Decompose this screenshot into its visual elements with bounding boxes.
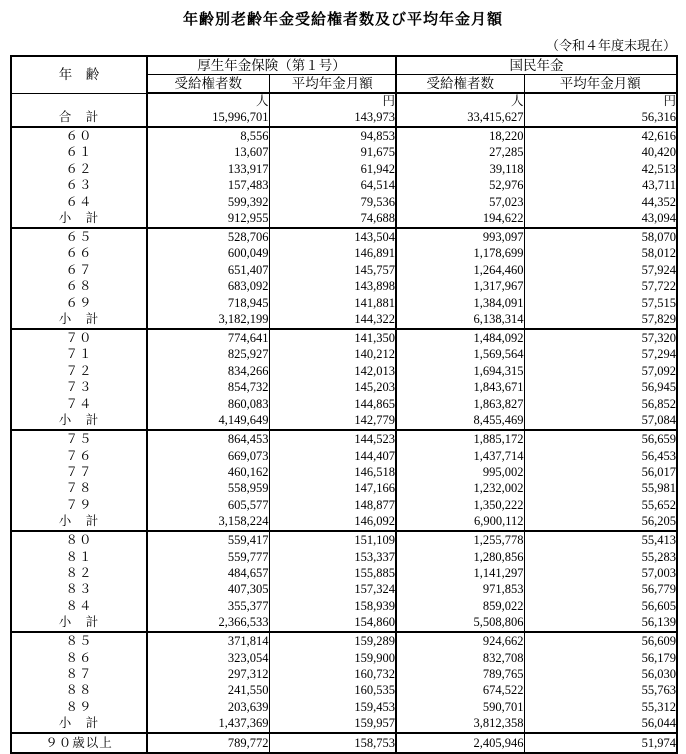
subtotal-row: [11, 614, 677, 632]
value-cell: 55,763: [524, 682, 677, 698]
unit-cell: 人: [147, 93, 269, 109]
value-cell: 407,305: [147, 581, 269, 597]
value-cell: 64,514: [269, 177, 396, 193]
age-data-row: [11, 549, 677, 565]
value-cell: 55,283: [524, 549, 677, 565]
subtotal-row: [11, 412, 677, 430]
age-label-cell: ７４: [11, 396, 147, 412]
value-cell: 2,405,946: [396, 733, 524, 753]
value-cell: 40,420: [524, 144, 677, 160]
value-cell: 51,974: [524, 733, 677, 753]
value-cell: 33,415,627: [396, 109, 524, 127]
age-data-row: [11, 682, 677, 698]
age-label-cell: ８１: [11, 549, 147, 565]
age-label-cell: ８９: [11, 699, 147, 715]
value-cell: 57,092: [524, 363, 677, 379]
value-cell: 39,118: [396, 161, 524, 177]
value-cell: 145,203: [269, 379, 396, 395]
age-label-cell: ６５: [11, 228, 147, 245]
value-cell: 971,853: [396, 581, 524, 597]
value-cell: 57,320: [524, 329, 677, 346]
col-header-kosei-beneficiaries: 受給権者数: [147, 75, 269, 94]
age-label-cell: 小 計: [11, 513, 147, 531]
age-label-cell: ７１: [11, 346, 147, 362]
age-data-row: [11, 346, 677, 362]
age-data-row: [11, 194, 677, 210]
age-label-cell: 合 計: [11, 109, 147, 127]
value-cell: 157,324: [269, 581, 396, 597]
value-cell: 832,708: [396, 650, 524, 666]
age-label-cell: 小 計: [11, 614, 147, 632]
age-data-row: [11, 379, 677, 395]
value-cell: 141,881: [269, 295, 396, 311]
age-data-row: [11, 632, 677, 649]
value-cell: 1,317,967: [396, 278, 524, 294]
value-cell: 157,483: [147, 177, 269, 193]
age-data-row: [11, 262, 677, 278]
value-cell: 155,885: [269, 565, 396, 581]
value-cell: 1,484,092: [396, 329, 524, 346]
age-label-cell: ７２: [11, 363, 147, 379]
value-cell: 57,722: [524, 278, 677, 294]
age-label-cell: 小 計: [11, 715, 147, 733]
value-cell: 144,407: [269, 448, 396, 464]
value-cell: 58,070: [524, 228, 677, 245]
value-cell: 1,843,671: [396, 379, 524, 395]
value-cell: 834,266: [147, 363, 269, 379]
age-label-cell: ７９: [11, 497, 147, 513]
subtotal-row: [11, 311, 677, 329]
age-label-cell: ７０: [11, 329, 147, 346]
subtotal-row: [11, 715, 677, 733]
value-cell: 1,350,222: [396, 497, 524, 513]
age-data-row: [11, 144, 677, 160]
age-label-cell: ６９: [11, 295, 147, 311]
value-cell: 44,352: [524, 194, 677, 210]
value-cell: 718,945: [147, 295, 269, 311]
age-data-row: [11, 531, 677, 548]
age-data-row: [11, 177, 677, 193]
value-cell: 144,865: [269, 396, 396, 412]
age-label-cell: ６３: [11, 177, 147, 193]
value-cell: 18,220: [396, 127, 524, 144]
value-cell: 159,957: [269, 715, 396, 733]
value-cell: 8,455,469: [396, 412, 524, 430]
value-cell: 599,392: [147, 194, 269, 210]
value-cell: 43,094: [524, 210, 677, 228]
age-data-row: [11, 363, 677, 379]
age-data-row: [11, 127, 677, 144]
value-cell: 143,504: [269, 228, 396, 245]
age-data-row: [11, 278, 677, 294]
value-cell: 8,556: [147, 127, 269, 144]
value-cell: 912,955: [147, 210, 269, 228]
value-cell: 484,657: [147, 565, 269, 581]
value-cell: 5,508,806: [396, 614, 524, 632]
value-cell: 789,765: [396, 666, 524, 682]
value-cell: 56,316: [524, 109, 677, 127]
table-header: [11, 56, 677, 93]
age-data-row: [11, 464, 677, 480]
value-cell: 559,777: [147, 549, 269, 565]
value-cell: 27,285: [396, 144, 524, 160]
value-cell: 3,158,224: [147, 513, 269, 531]
age-data-row: [11, 245, 677, 261]
value-cell: 669,073: [147, 448, 269, 464]
value-cell: 590,701: [396, 699, 524, 715]
col-header-kosei-nenkin: 厚生年金保険（第１号）: [147, 56, 396, 75]
value-cell: 1,178,699: [396, 245, 524, 261]
col-header-kokumin-avg-monthly: 平均年金月額: [524, 75, 677, 94]
value-cell: 56,779: [524, 581, 677, 597]
age-label-cell: 小 計: [11, 210, 147, 228]
age-label-cell: ８５: [11, 632, 147, 649]
value-cell: 56,852: [524, 396, 677, 412]
value-cell: 94,853: [269, 127, 396, 144]
value-cell: 6,138,314: [396, 311, 524, 329]
age-data-row: [11, 666, 677, 682]
age-label-cell: ６８: [11, 278, 147, 294]
value-cell: 854,732: [147, 379, 269, 395]
age-data-row: [11, 650, 677, 666]
value-cell: 323,054: [147, 650, 269, 666]
age-data-row: [11, 581, 677, 597]
age-label-cell: ７６: [11, 448, 147, 464]
value-cell: 57,515: [524, 295, 677, 311]
value-cell: 13,607: [147, 144, 269, 160]
age-label-cell: ７３: [11, 379, 147, 395]
age-label-cell: ６４: [11, 194, 147, 210]
age-label-cell: ６２: [11, 161, 147, 177]
value-cell: 1,437,369: [147, 715, 269, 733]
table-body: [11, 93, 677, 753]
value-cell: 605,577: [147, 497, 269, 513]
value-cell: 159,289: [269, 632, 396, 649]
value-cell: 674,522: [396, 682, 524, 698]
value-cell: 144,322: [269, 311, 396, 329]
value-cell: 528,706: [147, 228, 269, 245]
value-cell: 1,863,827: [396, 396, 524, 412]
total-row: [11, 109, 677, 127]
value-cell: 146,891: [269, 245, 396, 261]
value-cell: 1,141,297: [396, 565, 524, 581]
value-cell: 1,694,315: [396, 363, 524, 379]
unit-cell: 円: [524, 93, 677, 109]
value-cell: 146,092: [269, 513, 396, 531]
value-cell: 297,312: [147, 666, 269, 682]
value-cell: 57,023: [396, 194, 524, 210]
value-cell: 1,264,460: [396, 262, 524, 278]
value-cell: 651,407: [147, 262, 269, 278]
value-cell: 241,550: [147, 682, 269, 698]
value-cell: 55,652: [524, 497, 677, 513]
value-cell: 159,900: [269, 650, 396, 666]
col-header-age: 年 齢: [11, 56, 147, 93]
page-title: 年齢別老齢年金受給権者数及び平均年金月額: [182, 11, 503, 28]
age-label-cell: ７７: [11, 464, 147, 480]
value-cell: 58,012: [524, 245, 677, 261]
value-cell: 3,182,199: [147, 311, 269, 329]
value-cell: 144,523: [269, 430, 396, 447]
col-header-kokumin-nenkin: 国民年金: [396, 56, 677, 75]
age-label-cell: ６６: [11, 245, 147, 261]
value-cell: 56,179: [524, 650, 677, 666]
value-cell: 789,772: [147, 733, 269, 753]
age-label-cell: 小 計: [11, 412, 147, 430]
value-cell: 146,518: [269, 464, 396, 480]
value-cell: 56,030: [524, 666, 677, 682]
header-row-groups: [11, 56, 677, 75]
value-cell: 6,900,112: [396, 513, 524, 531]
value-cell: 1,384,091: [396, 295, 524, 311]
value-cell: 4,149,649: [147, 412, 269, 430]
value-cell: 151,109: [269, 531, 396, 548]
unit-cell: 円: [269, 93, 396, 109]
value-cell: 145,757: [269, 262, 396, 278]
value-cell: 924,662: [396, 632, 524, 649]
value-cell: 860,083: [147, 396, 269, 412]
value-cell: 56,659: [524, 430, 677, 447]
value-cell: 56,205: [524, 513, 677, 531]
value-cell: 159,453: [269, 699, 396, 715]
value-cell: 154,860: [269, 614, 396, 632]
value-cell: 56,605: [524, 598, 677, 614]
value-cell: 160,732: [269, 666, 396, 682]
value-cell: 1,569,564: [396, 346, 524, 362]
value-cell: 42,513: [524, 161, 677, 177]
age-data-row: [11, 565, 677, 581]
value-cell: 57,294: [524, 346, 677, 362]
value-cell: 194,622: [396, 210, 524, 228]
value-cell: 56,139: [524, 614, 677, 632]
value-cell: 993,097: [396, 228, 524, 245]
subtotal-row: [11, 210, 677, 228]
age-label-cell: ８７: [11, 666, 147, 682]
age-data-row: [11, 598, 677, 614]
value-cell: 1,280,856: [396, 549, 524, 565]
as-of-date-note: （令和４年度末現在）: [545, 38, 676, 53]
value-cell: 1,255,778: [396, 531, 524, 548]
age-label-cell: ６０: [11, 127, 147, 144]
age-label-cell: ７８: [11, 480, 147, 496]
value-cell: 600,049: [147, 245, 269, 261]
value-cell: 57,084: [524, 412, 677, 430]
age-label-cell: ７５: [11, 430, 147, 447]
value-cell: 56,609: [524, 632, 677, 649]
value-cell: 43,711: [524, 177, 677, 193]
col-header-kokumin-beneficiaries: 受給権者数: [396, 75, 524, 94]
value-cell: 55,413: [524, 531, 677, 548]
value-cell: 55,981: [524, 480, 677, 496]
value-cell: 158,939: [269, 598, 396, 614]
value-cell: 57,924: [524, 262, 677, 278]
value-cell: 57,003: [524, 565, 677, 581]
value-cell: 57,829: [524, 311, 677, 329]
value-cell: 142,013: [269, 363, 396, 379]
age-data-row: [11, 295, 677, 311]
value-cell: 460,162: [147, 464, 269, 480]
value-cell: 1,437,714: [396, 448, 524, 464]
age-label-cell: [11, 93, 147, 109]
value-cell: 143,898: [269, 278, 396, 294]
col-header-kosei-avg-monthly: 平均年金月額: [269, 75, 396, 94]
value-cell: 864,453: [147, 430, 269, 447]
value-cell: 141,350: [269, 329, 396, 346]
value-cell: 142,779: [269, 412, 396, 430]
age-label-cell: ８０: [11, 531, 147, 548]
value-cell: 42,616: [524, 127, 677, 144]
age-data-row: [11, 228, 677, 245]
age-label-cell: ８３: [11, 581, 147, 597]
value-cell: 158,753: [269, 733, 396, 753]
value-cell: 148,877: [269, 497, 396, 513]
units-row: [11, 93, 677, 109]
value-cell: 995,002: [396, 464, 524, 480]
value-cell: 79,536: [269, 194, 396, 210]
age-label-cell: ８４: [11, 598, 147, 614]
age-label-cell: 小 計: [11, 311, 147, 329]
age-label-cell: ８６: [11, 650, 147, 666]
value-cell: 55,312: [524, 699, 677, 715]
value-cell: 558,959: [147, 480, 269, 496]
value-cell: 559,417: [147, 531, 269, 548]
value-cell: 859,022: [396, 598, 524, 614]
value-cell: 203,639: [147, 699, 269, 715]
age-label-cell: ８８: [11, 682, 147, 698]
value-cell: 355,377: [147, 598, 269, 614]
value-cell: 56,044: [524, 715, 677, 733]
unit-cell: 人: [396, 93, 524, 109]
value-cell: 61,942: [269, 161, 396, 177]
value-cell: 774,641: [147, 329, 269, 346]
pension-table: [10, 55, 678, 754]
age-data-row: [11, 396, 677, 412]
value-cell: 91,675: [269, 144, 396, 160]
value-cell: 15,996,701: [147, 109, 269, 127]
value-cell: 56,453: [524, 448, 677, 464]
value-cell: 371,814: [147, 632, 269, 649]
value-cell: 140,212: [269, 346, 396, 362]
age-data-row: [11, 161, 677, 177]
age-label-cell: ８２: [11, 565, 147, 581]
value-cell: 153,337: [269, 549, 396, 565]
value-cell: 133,917: [147, 161, 269, 177]
age-label-cell: ９０歳以上: [11, 733, 147, 753]
value-cell: 143,973: [269, 109, 396, 127]
value-cell: 74,688: [269, 210, 396, 228]
age-data-row: [11, 699, 677, 715]
age-data-row: [11, 480, 677, 496]
age-label-cell: ６７: [11, 262, 147, 278]
value-cell: 147,166: [269, 480, 396, 496]
age-data-row: [11, 329, 677, 346]
value-cell: 1,885,172: [396, 430, 524, 447]
subtotal-row: [11, 513, 677, 531]
value-cell: 56,017: [524, 464, 677, 480]
value-cell: 56,945: [524, 379, 677, 395]
value-cell: 825,927: [147, 346, 269, 362]
value-cell: 3,812,358: [396, 715, 524, 733]
value-cell: 683,092: [147, 278, 269, 294]
age-data-row: [11, 430, 677, 447]
value-cell: 160,535: [269, 682, 396, 698]
value-cell: 1,232,002: [396, 480, 524, 496]
age-data-row: [11, 733, 677, 753]
value-cell: 52,976: [396, 177, 524, 193]
age-data-row: [11, 497, 677, 513]
age-label-cell: ６１: [11, 144, 147, 160]
value-cell: 2,366,533: [147, 614, 269, 632]
age-data-row: [11, 448, 677, 464]
